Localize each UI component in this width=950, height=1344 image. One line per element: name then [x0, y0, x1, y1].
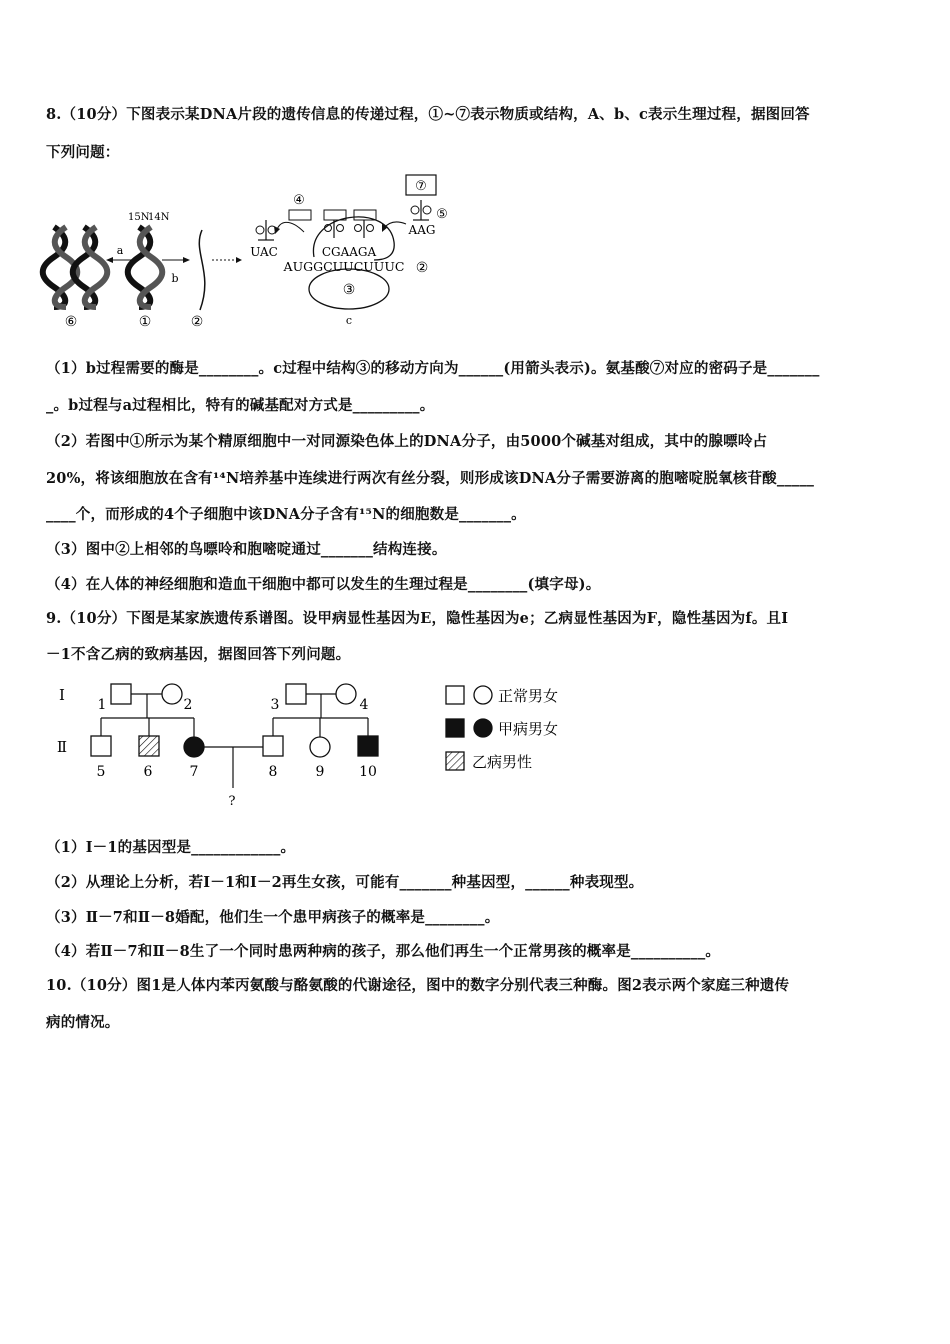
q9-intro-line2: －1不含乙病的致病基因，据图回答下列问题。 [46, 646, 351, 663]
isotope-15n: 15N [128, 212, 150, 223]
person-8-number: 8 [268, 764, 278, 780]
q9-sub2: （2）从理论上分析，若Ⅰ－1和Ⅰ－2再生女孩，可能有_______种基因型，______种表现型。 [46, 874, 644, 891]
q9-sub3: （3）Ⅱ－7和Ⅱ－8婚配，他们生一个患甲病孩子的概率是________。 [46, 909, 500, 926]
dna-helix-6 [43, 227, 108, 307]
dna-helix-1 [128, 227, 163, 307]
person-2 [162, 684, 182, 704]
q9-intro-line1: 9.（10分）下图是某家族遗传系谱图。设甲病显性基因为E，隐性基因为e；乙病显性基因为F，隐性基因为f。且Ⅰ [46, 610, 789, 627]
person-3 [286, 684, 306, 704]
pedigree-chart [48, 675, 608, 815]
person-4 [336, 684, 356, 704]
person-7 [184, 737, 204, 757]
q8-intro-line1: 8.（10分）下图表示某DNA片段的遗传信息的传递过程，①~⑦表示物质或结构，A、b、c表示生理过程，据图回答 [46, 106, 810, 123]
person-5 [91, 736, 111, 756]
legend-normal-label: 正常男女 [498, 687, 559, 705]
marker-2-right: ② [415, 260, 429, 276]
legend-normal-female [474, 686, 492, 704]
person-5-number: 5 [96, 764, 106, 780]
marker-4: ④ [293, 193, 305, 208]
trna-right [411, 200, 431, 220]
marker-7: ⑦ [415, 179, 427, 194]
person-6 [139, 736, 159, 756]
isotope-14n: 14N [148, 212, 170, 223]
q10-intro-line1: 10.（10分）图1是人体内苯丙氨酸与酪氨酸的代谢途径，图中的数字分别代表三种酶。图2表示两个家庭三种遗传 [46, 977, 790, 994]
anticodon-left: UAC [250, 245, 278, 259]
q8-sub1-line2: _。b过程与a过程相比，特有的碱基配对方式是_________。 [46, 397, 435, 414]
process-label-b: b [171, 272, 179, 285]
marker-5: ⑤ [436, 207, 448, 222]
q8-sub2-line3: ____个，而形成的4个子细胞中该DNA分子含有¹⁵N的细胞数是_______。 [46, 506, 526, 523]
person-4-number: 4 [359, 697, 369, 713]
marker-2-left: ② [190, 314, 204, 330]
legend-disease-a-female [474, 719, 492, 737]
person-7-number: 7 [189, 764, 199, 780]
q8-intro-line2: 下列问题： [46, 144, 120, 161]
person-10 [358, 736, 378, 756]
person-9 [310, 737, 330, 757]
q8-sub2-line1: （2）若图中①所示为某个精原细胞中一对同源染色体上的DNA分子，由5000个碱基对组成，其中的腺嘌呤占 [46, 433, 768, 450]
generation-2-label: Ⅱ [56, 738, 68, 756]
trna-anticodons: CGAAGA [321, 245, 377, 259]
box-4 [289, 210, 311, 220]
person-8 [263, 736, 283, 756]
trna-left [256, 220, 276, 240]
unknown-child: ? [228, 794, 236, 809]
q8-sub4: （4）在人体的神经细胞和造血干细胞中都可以发生的生理过程是________(填字母)。 [46, 576, 601, 593]
person-6-number: 6 [143, 764, 153, 780]
mrna-strand [199, 230, 205, 310]
legend-disease-b-label: 乙病男性 [472, 753, 533, 771]
generation-1-label: Ⅰ [59, 686, 65, 704]
process-label-a: a [116, 244, 124, 257]
q8-sub2-line2: 20%，将该细胞放在含有¹⁴N培养基中连续进行两次有丝分裂，则形成该DNA分子需要游离的胞嘧啶脱氧核苷酸_____ [46, 470, 815, 487]
person-9-number: 9 [315, 764, 325, 780]
q8-sub1-line1: （1）b过程需要的酶是________。c过程中结构③的移动方向为______(用箭头表示)。氨基酸⑦对应的密码子是_______ [46, 360, 820, 377]
marker-6: ⑥ [64, 314, 78, 330]
person-2-number: 2 [183, 697, 193, 713]
q10-intro-line2: 病的情况。 [46, 1014, 120, 1031]
marker-1: ① [138, 314, 152, 330]
dna-transfer-figure [44, 172, 448, 332]
mrna-sequence: AUGGCUUCUUUC [283, 259, 405, 274]
marker-3: ③ [342, 282, 356, 298]
legend-disease-a-label: 甲病男女 [498, 720, 559, 738]
legend-disease-b-male [446, 752, 464, 770]
legend-normal-male [446, 686, 464, 704]
person-1 [111, 684, 131, 704]
anticodon-right: AAG [408, 223, 436, 237]
legend-disease-a-male [446, 719, 464, 737]
person-3-number: 3 [270, 697, 280, 713]
process-label-c: c [345, 314, 353, 327]
person-1-number: 1 [97, 697, 107, 713]
q9-sub1: （1）Ⅰ－1的基因型是____________。 [46, 839, 296, 856]
legend [446, 686, 558, 771]
person-10-number: 10 [359, 764, 377, 780]
q9-sub4: （4）若Ⅱ－7和Ⅱ－8生了一个同时患两种病的孩子，那么他们再生一个正常男孩的概率是__________。 [46, 943, 721, 960]
q8-sub3: （3）图中②上相邻的鸟嘌呤和胞嘧啶通过_______结构连接。 [46, 541, 447, 558]
